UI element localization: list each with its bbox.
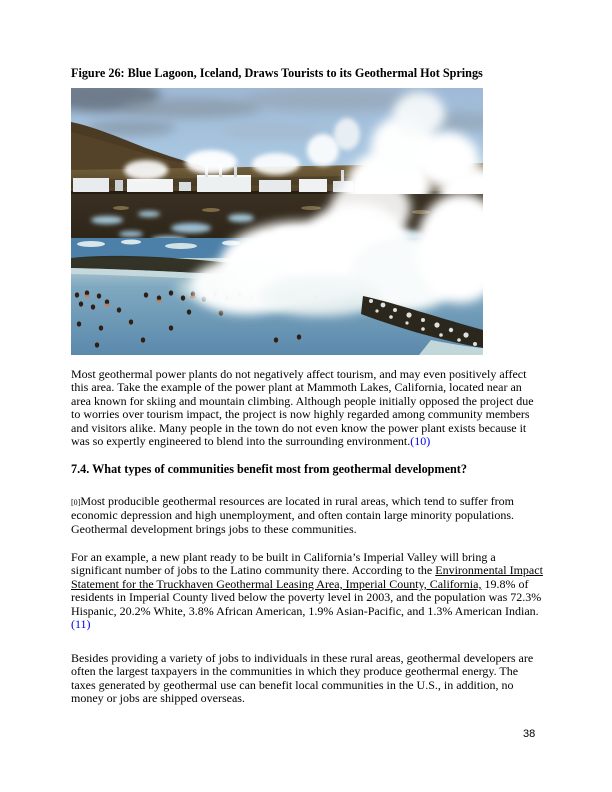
paragraph-imperial-valley-text-after: 19.8% of residents in Imperial County lived below the poverty level in 2003, and the population was 72.3% Hispanic, 20.2% White, 3.8% African American, 1.9% Asian-Pacific, and 1.3% American Indian. (71, 576, 542, 618)
citation-11-link[interactable]: (11) (71, 617, 91, 632)
paragraph-tourism-text: Most geothermal power plants do not negatively affect tourism, and may even positively affect this area. Take the example of the power plant at Mammoth Lakes, California, located near an area known for skiing and mountain climbing. Although people initially opposed the project due to worries over tourism impact, the project is now highly regarded among community members and visitors alike. Many people in the town do not even know the power plant exists because it was so expertly engineered to blend into the surrounding environment. (71, 367, 534, 449)
blue-lagoon-photo (71, 88, 483, 355)
page-number: 38 (523, 728, 536, 740)
paragraph-rural-communities (71, 495, 544, 536)
figure-title: Figure 26: Blue Lagoon, Iceland, Draws Tourists to its Geothermal Hot Springs (71, 66, 483, 80)
footnote-marker: [0] (71, 498, 81, 507)
paragraph-taxpayers: Besides providing a variety of jobs to individuals in these rural areas, geothermal developers are often the largest taxpayers in the communities in which they produce geothermal energy. The taxes generated by geothermal use can benefit local communities in the U.S., in addition, no money or jobs are shipped overseas. (71, 651, 534, 706)
paragraph-rural-communities-text: Most producible geothermal resources are located in rural areas, which tend to suffer from economic depression and high unemployment, and often contain large minority populations. Geothermal development brings jobs to these communities. (71, 494, 515, 536)
eis-document-link[interactable]: Environmental Impact Statement for the Truckhaven Geothermal Leasing Area, Imperial County, California, (71, 563, 543, 591)
paragraph-tourism (71, 368, 544, 448)
section-heading-7-4: 7.4. What types of communities benefit most from geothermal development? (71, 462, 467, 476)
paragraph-imperial-valley-text-before: For an example, a new plant ready to be built in California’s Imperial Valley will bring a significant number of jobs to the Latino community there. According to the (71, 550, 496, 578)
blue-lagoon-photo-graphic (71, 88, 483, 355)
citation-10-link[interactable]: (10) (410, 434, 431, 449)
paragraph-imperial-valley (71, 551, 544, 631)
